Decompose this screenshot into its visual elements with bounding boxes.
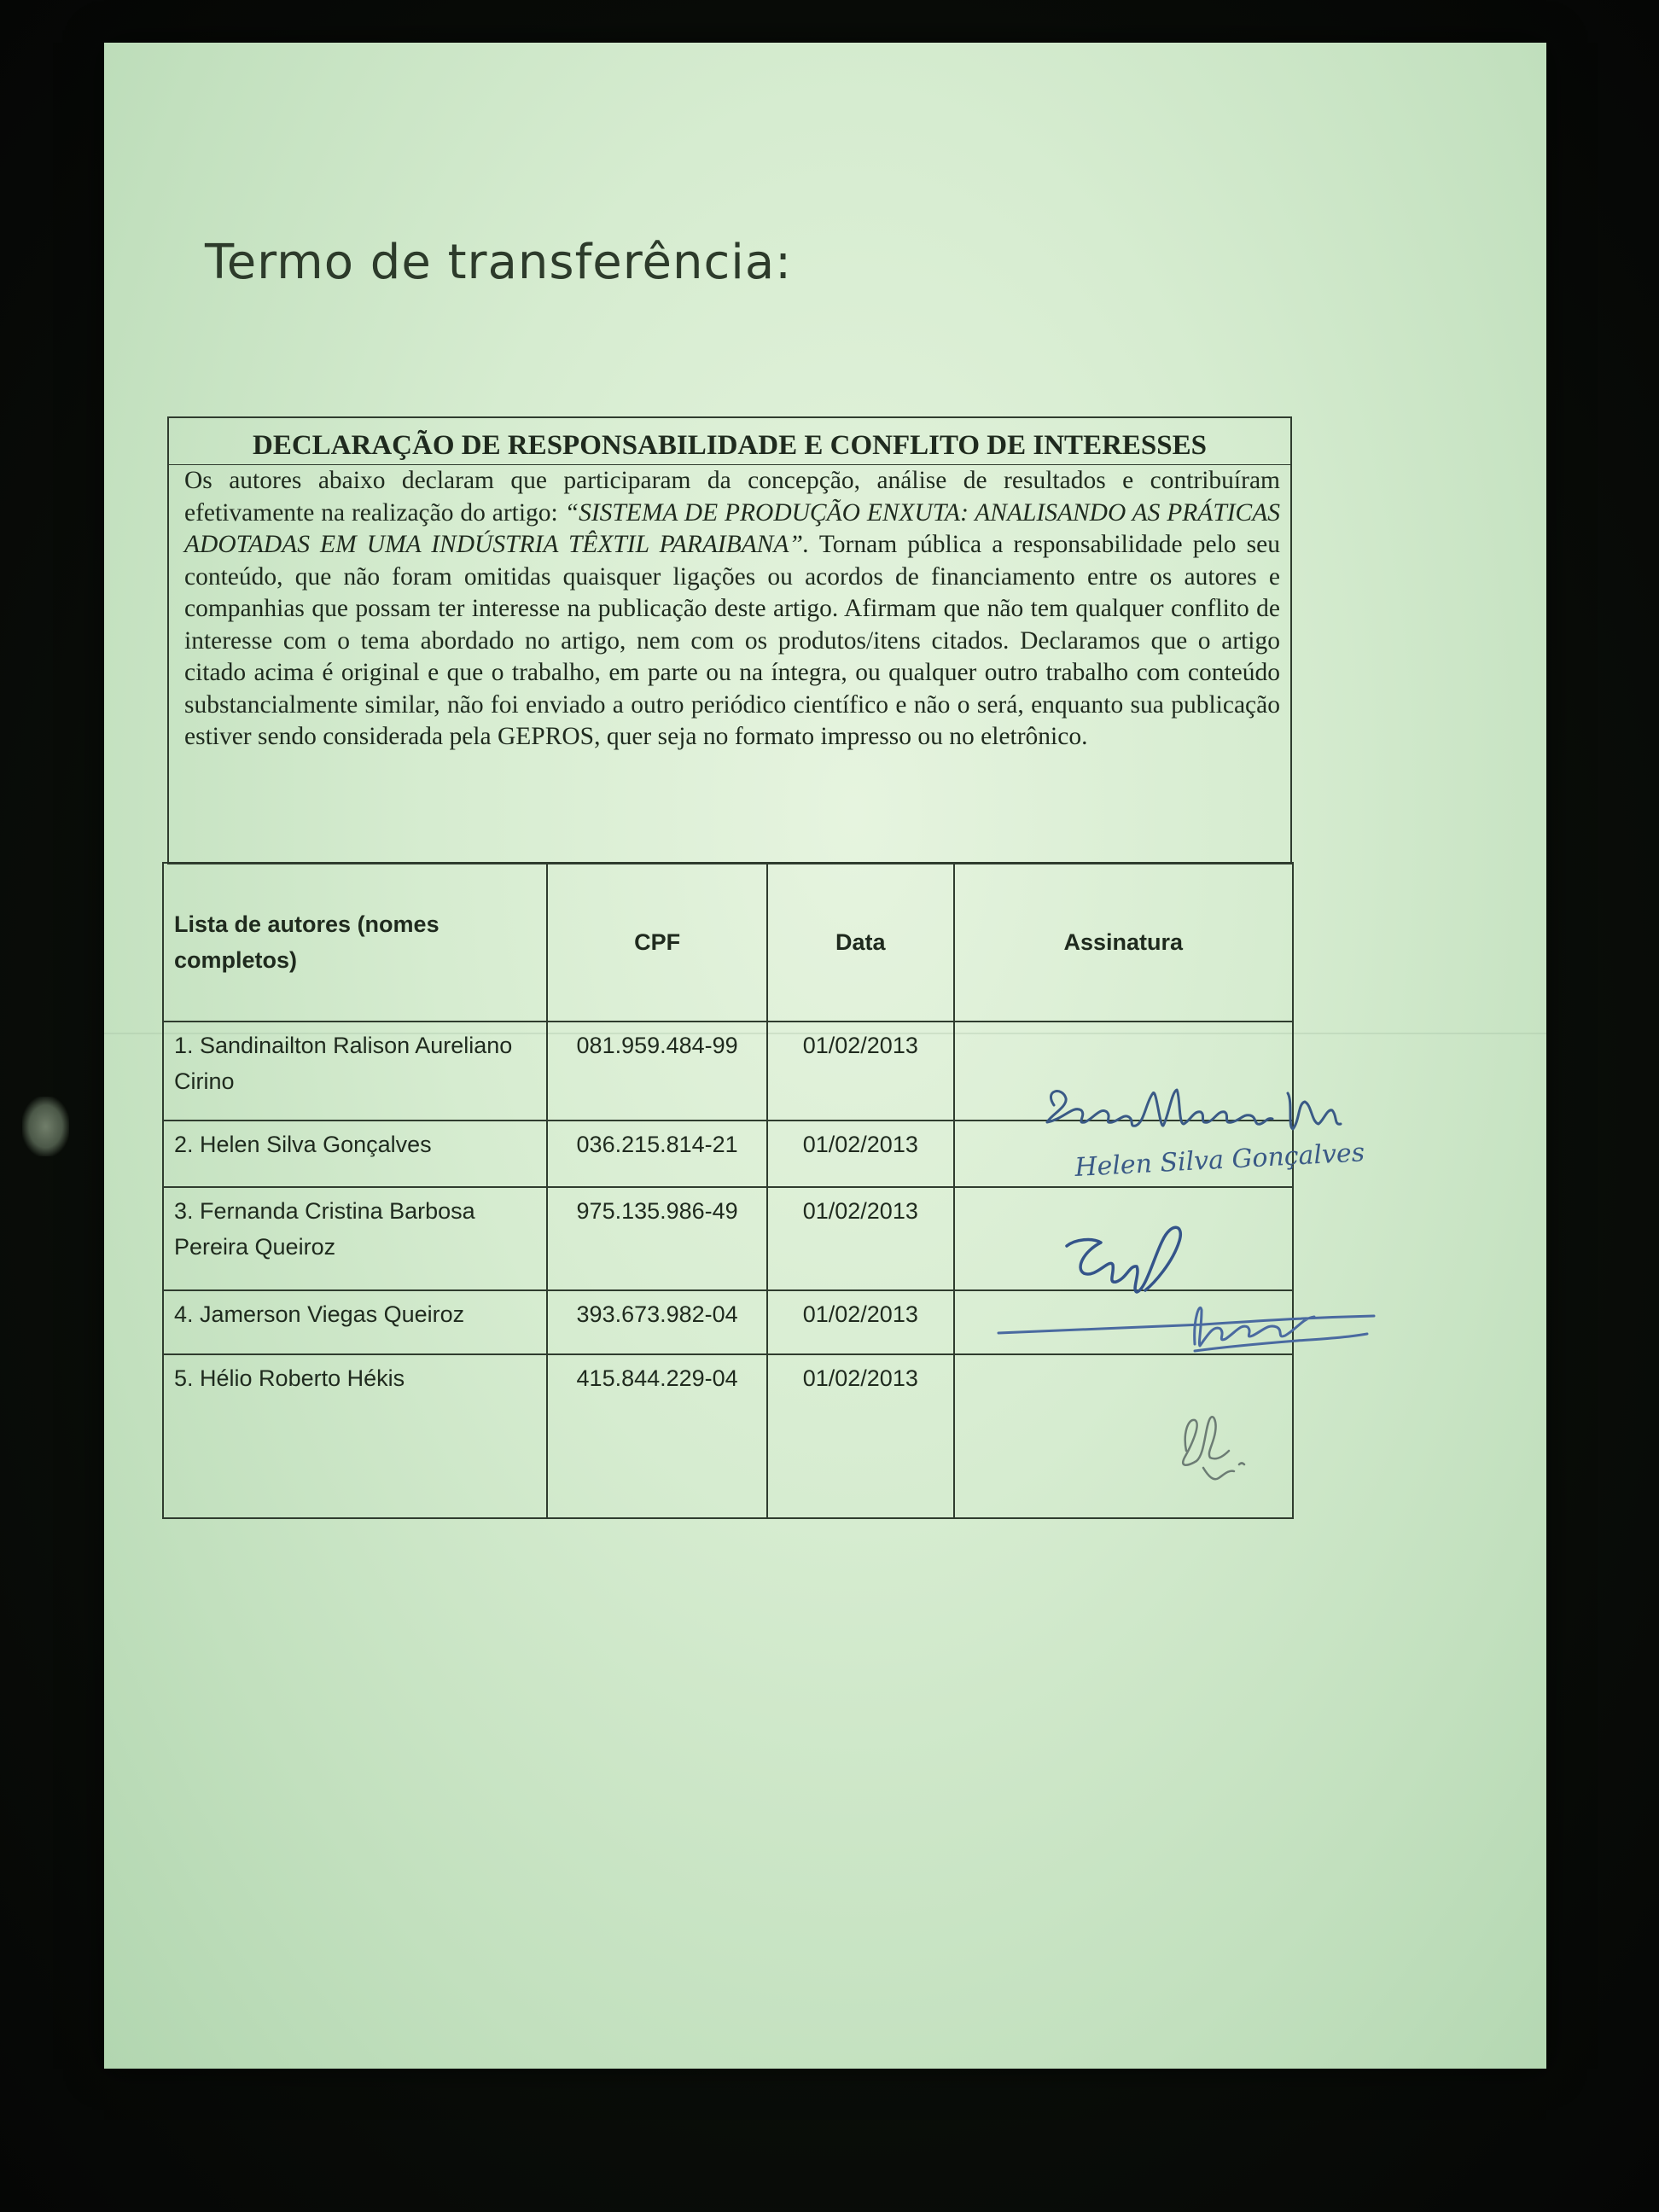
signature-1 [1047,1090,1341,1129]
author-cpf: 081.959.484-99 [547,1022,767,1121]
declaration-box [167,416,1292,864]
author-name: 3. Fernanda Cristina Barbosa Pereira Queiroz [163,1187,547,1290]
author-date: 01/02/2013 [767,1187,953,1290]
article-title: “SISTEMA DE PRODUÇÃO ENXUTA: ANALISANDO AS PRÁTICAS ADOTADAS EM UMA INDÚSTRIA TÊXTIL PARAIBANA”. [184,498,1281,558]
signatures-overlay [981,1024,1476,1536]
author-date: 01/02/2013 [767,1121,953,1187]
author-name: 1. Sandinailton Ralison Aureliano Cirino [163,1022,547,1121]
signature-2: Helen Silva Gonçalves [1074,1138,1365,1183]
header-authors: Lista de autores (nomes completos) [163,863,547,1022]
author-cpf: 393.673.982-04 [547,1290,767,1354]
author-date: 01/02/2013 [767,1290,953,1354]
author-name: 4. Jamerson Viegas Queiroz [163,1290,547,1354]
declaration-title: DECLARAÇÃO DE RESPONSABILIDADE E CONFLITO DE INTERESSES [169,428,1290,465]
header-signature: Assinatura [954,863,1293,1022]
author-date: 01/02/2013 [767,1354,953,1518]
header-cpf: CPF [547,863,767,1022]
declaration-intro: Os autores abaixo declaram que participaram da concepção, análise de resultados e contribuíram efetivamente na realização do artigo: [184,467,1280,527]
page-heading: Termo de transferência: [205,235,792,290]
faded-background-print [154,346,1348,373]
author-name: 5. Hélio Roberto Hékis [163,1354,547,1518]
author-date: 01/02/2013 [767,1022,953,1121]
signature-3 [1067,1227,1180,1292]
author-name: 2. Helen Silva Gonçalves [163,1121,547,1187]
header-date: Data [767,863,953,1022]
signature-4 [998,1307,1374,1351]
author-cpf: 975.135.986-49 [547,1187,767,1290]
signature-5 [1183,1417,1244,1479]
table-header-row [163,863,1293,1022]
declaration-rest: Tornam pública a responsabilidade pelo seu conteúdo, que não foram omitidas quaisquer ligações ou acordos de financiamento entre os autores e companhias que possam ter interesse na publicação deste artigo. Afirmam que não tem qualquer conflito de interesse com o tema abordado no artigo, nem com os produtos/itens citados. Declaramos que o artigo citado acima é original e que o trabalho, em parte ou na íntegra, ou qualquer outro trabalho com conteúdo substancialmente similar, não foi enviado a outro periódico científico e não o será, enquanto sua publicação estiver sendo considerada pela GEPROS, quer seja no formato impresso ou no eletrônico. [184,531,1280,750]
debris-speck [22,1097,69,1156]
author-cpf: 036.215.814-21 [547,1121,767,1187]
author-cpf: 415.844.229-04 [547,1354,767,1518]
declaration-body [169,465,1290,754]
